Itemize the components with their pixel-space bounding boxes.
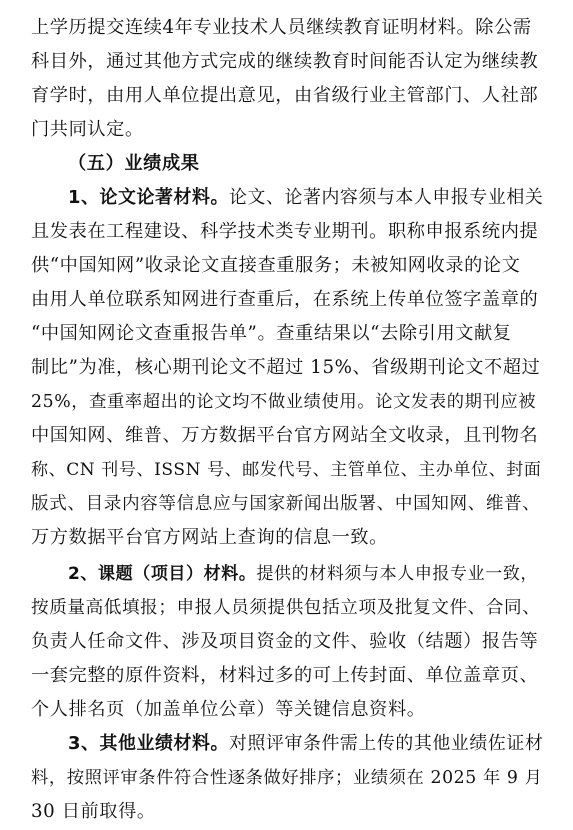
item-3-text: 对照评审条件需上传的其他业绩佐证材 [228,733,544,754]
text-line: 一套完整的原件资料，材料过多的可上传封面、单位盖章页、 [31,665,539,686]
text-line: 万方数据平台官方网站上查询的信息一致。 [31,527,388,548]
text-line: “中国知网论文查重报告单”。查重结果以“去除引用文献复 [31,323,512,344]
text-line: 中国知网、维普、万方数据平台官方网站全文收录，且刊物名 [31,425,539,446]
text-line: 称、CN 刊号、ISSN 号、邮发代号、主管单位、主办单位、封面 [31,460,542,480]
item-2-label: 2、课题（项目）材料。 [68,564,257,584]
item-3-first-line [68,727,543,761]
text-line: 个人排名页（加盖单位公章）等关键信息资料。 [31,699,426,720]
text-line: 按质量高低填报；申报人员须提供包括立项及批复文件、合同、 [31,598,541,618]
text-line: 育学时，由用人单位提出意见，由省级行业主管部门、人社部 [31,85,539,106]
section-heading: （五）业绩成果 [68,153,200,174]
text-line: 科目外，通过其他方式完成的继续教育时间能否认定为继续教 [31,51,539,72]
text-line: 版式、目录内容等信息应与国家新闻出版署、中国知网、维普、 [31,494,541,514]
item-2-text: 提供的材料须与本人申报专业一致， [256,564,539,584]
item-1-text: 论文、论著内容须与本人申报专业相关 [228,187,544,208]
item-1-first-line [68,181,543,215]
item-3-label: 3、其他业绩材料。 [68,733,229,754]
text-line: 30 日前取得。 [31,801,156,822]
text-line: 且发表在工程建设、科学技术类专业期刊。职称申报系统内提 [31,221,539,242]
text-line: 负责人任命文件、涉及项目资金的文件、验收（结题）报告等 [31,631,539,652]
text-line: 供“中国知网”收录论文直接查重服务；未被知网收录的论文 [31,255,521,276]
text-line: 料，按照评审条件符合性逐条做好排序；业绩须在 2025 年 9 月 [31,768,543,788]
text-line: 25%，查重率超出的论文均不做业绩使用。论文发表的期刊应被 [31,392,537,412]
text-line: 门共同认定。 [31,119,144,140]
text-line: 制比”为准，核心期刊论文不超过 15%、省级期刊论文不超过 [31,357,541,378]
text-line: 上学历提交连续4年专业技术人员继续教育证明材料。除公需 [31,17,532,38]
item-2-first-line [68,557,543,591]
text-line: 由用人单位联系知网进行查重后，在系统上传单位签字盖章的 [31,289,539,310]
item-1-label: 1、论文论著材料。 [68,187,229,208]
